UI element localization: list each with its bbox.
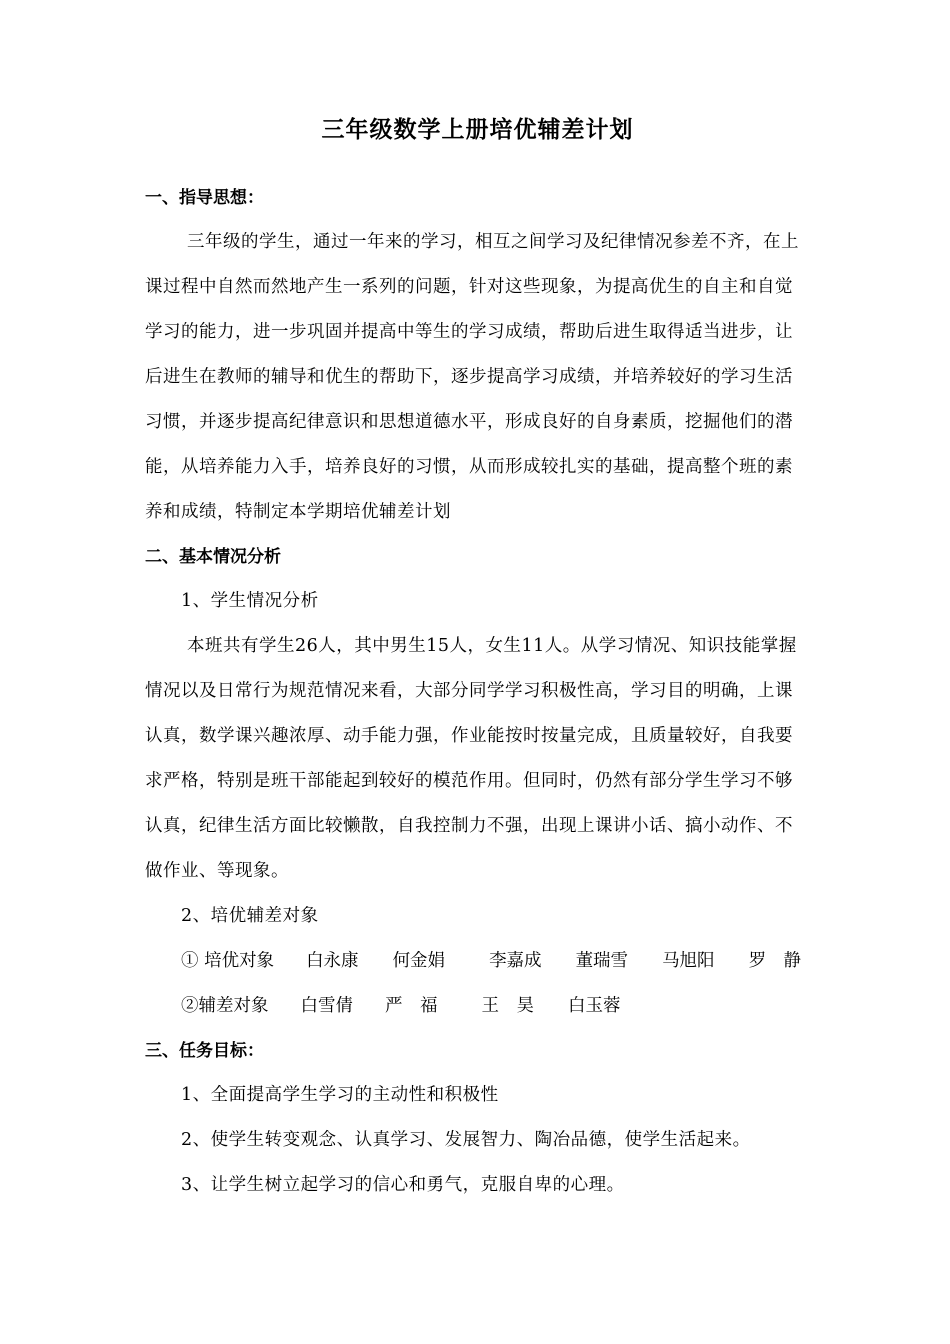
- top-student-name: 李嘉成: [489, 951, 542, 971]
- section-2-heading: 二、基本情况分析: [145, 547, 281, 567]
- section-1-paragraph: 三年级的学生，通过一年来的学习，相互之间学习及纪律情况参差不齐，在上课过程中自然而然地产生一系列的问题，针对这些现象，为提高优生的自主和自觉学习的能力，进一步巩固并提高中等生的学习成绩，帮助后进生取得适当进步，让后进生在教师的辅导和优生的帮助下，逐步提高学习成绩，并培养较好的学习生活习惯，并逐步提高纪律意识和思想道德水平，形成良好的自身素质，挖掘他们的潜能，从培养能力入手，培养良好的习惯，从而形成较扎实的基础，提高整个班的素养和成绩，特制定本学期培优辅差计划: [145, 232, 799, 522]
- weak-student-name: 白玉蓉: [568, 996, 621, 1016]
- document-title: 三年级数学上册培优辅差计划: [321, 116, 634, 143]
- top-students-row: [145, 939, 810, 984]
- section-2-subheading-2: 2、培优辅差对象: [181, 906, 319, 926]
- top-student-name: 罗 静: [748, 951, 802, 971]
- section-2-paragraph: 本班共有学生26人，其中男生15人，女生11人。从学习情况、知识技能掌握情况以及日常行为规范情况来看，大部分同学学习积极性高，学习目的明确，上课认真，数学课兴趣浓厚、动手能力强，作业能按时按量完成，且质量较好，自我要求严格，特别是班干部能起到较好的模范作用。但同时，仍然有部分学生学习不够认真，纪律生活方面比较懒散，自我控制力不强，出现上课讲小话、搞小动作、不做作业、等现象。: [145, 636, 797, 881]
- top-student-name: 董瑞雪: [575, 951, 629, 971]
- top-student-name: 马旭阳: [662, 951, 715, 971]
- weak-student-name: 严 福: [385, 996, 438, 1016]
- weak-student-name: 白雪倩: [300, 996, 353, 1016]
- goal-item: 3、让学生树立起学习的信心和勇气，克服自卑的心理。: [181, 1175, 625, 1195]
- section-2-subheading-1: 1、学生情况分析: [181, 591, 319, 611]
- section-1-heading: 一、指导思想：: [145, 188, 264, 208]
- goal-item: 2、使学生转变观念、认真学习、发展智力、陶冶品德，使学生活起来。: [181, 1130, 751, 1150]
- weak-students-row: [145, 984, 810, 1029]
- section-3-heading: 三、任务目标：: [145, 1041, 264, 1061]
- top-students-label: ① 培优对象: [181, 951, 275, 971]
- goal-item: 1、全面提高学生学习的主动性和积极性: [181, 1085, 499, 1105]
- top-student-name: 白永康: [306, 951, 359, 971]
- weak-student-name: 王 昊: [481, 996, 534, 1016]
- weak-students-label: ②辅差对象: [181, 996, 269, 1016]
- top-student-name: 何金娟: [392, 951, 446, 971]
